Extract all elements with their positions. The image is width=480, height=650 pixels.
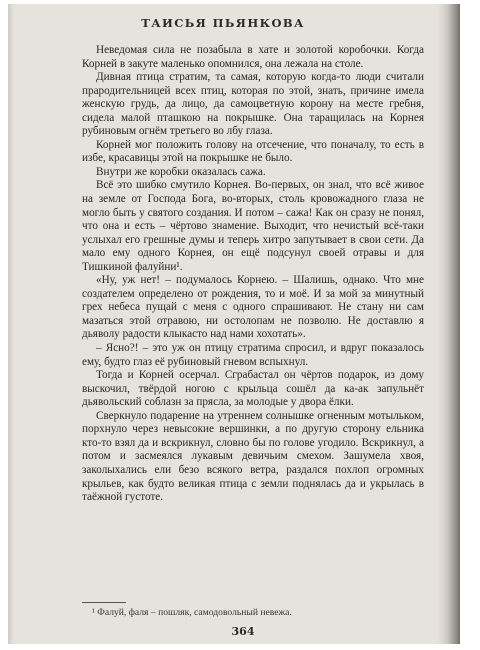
- paragraph: «Ну, уж нет! – подумалось Корнею. – Шалишь, однако. Что мне создателем определено от рождения, то и моё. И за мой за минутный грех небеса пущай с меня с одного спрашивают. Не стану ни сам мазаться этой отравою, ни остолопам не позволю. Не доставлю я дьяволу радости клыкасто над нами хохотать».: [82, 274, 424, 341]
- paragraph: Дивная птица стратим, та самая, которую когда-то люди считали прародительницей всех птиц, которая по этой, знать, причине имела женскую грудь, да лицо, да самоцветную корону на месте гребня, сидела малой пташкою на покрышке. Она таращилась на Корнея рубиновым огнём третьего во лбу глаза.: [82, 71, 424, 138]
- paragraph: Всё это шибко смутило Корнея. Во-первых, он знал, что всё живое на земле от Господа Бога, во-вторых, столь кровожадного глаза не могло быть у святого создания. И потом – сажа! Как он сразу не понял, что она и есть – чёртово знамение. Выходит, что нечистый всё-таки услыхал его грешные думы и теперь хитро запутывает в свои сети. Да мало ему одного Корнея, он ещё подсунул своей отравы и для Тишкиной фалуйни¹.: [82, 179, 424, 273]
- body-text: [82, 44, 424, 505]
- running-header-author: ТАИСЬЯ ПЬЯНКОВА: [141, 16, 305, 30]
- book-page: [8, 4, 460, 644]
- footnote: ¹ Фалуй, фаля – пошляк, самодовольный невежа.: [92, 607, 292, 618]
- paragraph: Сверкнуло подарение на утреннем солнышке огненным мотыльком, порхнуло через невысокие вершинки, а по другую сторону ельника кто-то взял да и вскрикнул, словно бы по голове угодило. Вскрикнул, а потом и засмеялся лукавым девичьим смехом. Зашумела хвоя, заколыхались ели безо всякого ветра, раздался похлоп огромных крыльев, как будто великая птица с земли поднялась да и укрылась в таёжной густоте.: [82, 409, 424, 504]
- footnote-divider: [82, 602, 126, 603]
- paragraph: Тогда и Корней осерчал. Сграбастал он чёртов подарок, из дому выскочил, твёрдой ногою с крыльца сошёл да ка-ак запульнёт дьявольский соблазн за прясла, за молодые у двора ёлки.: [82, 369, 424, 409]
- page-edge-shadow: [8, 4, 14, 644]
- paragraph: Корней мог положить голову на отсечение, что поначалу, то есть в избе, красавицы этой на покрышке не было.: [82, 138, 424, 165]
- book-spine-shadow: [438, 4, 460, 644]
- paragraph: Внутри же коробки оказалась сажа.: [96, 165, 266, 178]
- paragraph: Неведомая сила не позабыла в хате и золотой коробочки. Когда Корней в закуте маленько опомнился, она лежала на столе.: [82, 44, 424, 70]
- page-number: 364: [231, 625, 255, 638]
- paragraph: – Ясно?! – это уж он птицу стратима спросил, и вдруг показалось ему, будто глаз её рубиновый гневом вспыхнул.: [82, 342, 424, 368]
